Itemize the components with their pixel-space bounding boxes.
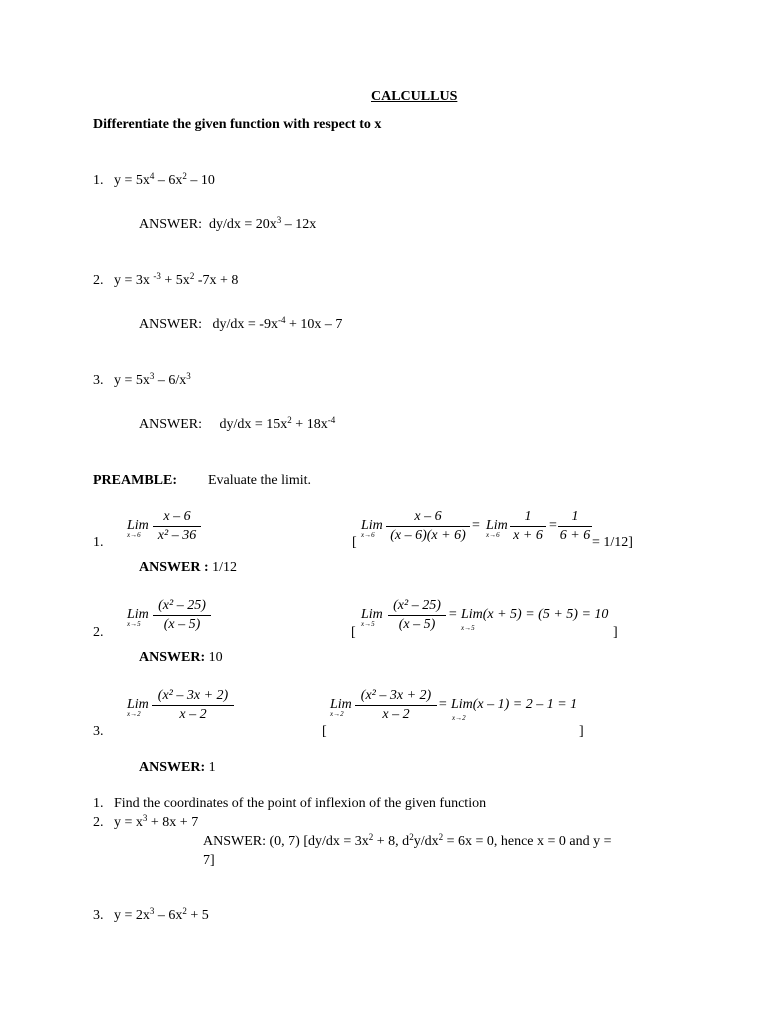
diff-question-2: 2. y = 3x $^{-3} + 5x^2$ -7x + 8 bbox=[93, 271, 239, 288]
limit-2-sol-fraction: (x² – 25) (x – 5) bbox=[388, 598, 446, 633]
diff-answer-2: ANSWER: $dy/dx = -9x^{-4} + 10x - 7$ bbox=[139, 315, 343, 332]
limit-1-sol-lim: Lim x→6 bbox=[361, 518, 383, 539]
limit-2-sol-sub: x→5 bbox=[461, 624, 475, 632]
limit-3-lim: Lim x→2 bbox=[127, 697, 149, 718]
limit-3-sol-lim: Lim x→2 bbox=[330, 697, 352, 718]
inflexion-item-2: 2. $y = x^3 + 8x + 7$ bbox=[93, 813, 199, 830]
inflexion-item-3: 3. $y = 2x^3 - 6x^2 + 5$ bbox=[93, 906, 209, 923]
inflexion-item-1: 1. Find the coordinates of the point of inflexion of the given function bbox=[93, 796, 487, 811]
limit-3-sol-sub: x→2 bbox=[452, 714, 466, 722]
limit-2-number: 2. bbox=[93, 625, 104, 640]
inflexion-answer-line-1: ANSWER: (0, 7) [$dy/dx = 3x^2 + 8$, $d^2y/dx^2 = 6x = 0$, hence x = 0 and y = bbox=[203, 832, 612, 849]
limit-1-open-bracket: [ bbox=[352, 535, 357, 550]
limit-1-number: 1. bbox=[93, 535, 104, 550]
limit-3-number: 3. bbox=[93, 724, 104, 739]
limit-1-lim: Lim x→6 bbox=[127, 518, 149, 539]
diff-question-3: 3. $y = 5x^3 - 6/x^3$ bbox=[93, 371, 191, 388]
limit-1-sol-fraction-2: 1 x + 6 bbox=[510, 509, 546, 544]
limit-3-sol-fraction: (x² – 3x + 2) x – 2 bbox=[355, 688, 437, 723]
diff-answer-3: ANSWER: $dy/dx = 15x^2 + 18x^{-4}$ bbox=[139, 415, 336, 432]
limit-1-result: = 1/12] bbox=[592, 535, 633, 550]
limit-2-fraction: (x² – 25) (x – 5) bbox=[153, 598, 211, 633]
limit-3-answer: ANSWER: 1 bbox=[139, 760, 216, 775]
limit-2-lim: Lim x→5 bbox=[127, 607, 149, 628]
limit-2-answer: ANSWER: 10 bbox=[139, 650, 223, 665]
limit-3-fraction: (x² – 3x + 2) x – 2 bbox=[152, 688, 234, 723]
preamble-label: PREAMBLE: bbox=[93, 473, 177, 488]
diff-answer-1: ANSWER: $dy/dx = 20x^3 - 12x$ bbox=[139, 215, 317, 232]
limit-1-answer: ANSWER : 1/12 bbox=[139, 560, 238, 575]
limit-3-sol-rest: = Lim(x – 1) = 2 – 1 = 1 bbox=[438, 697, 578, 712]
limit-1-sol-fraction-3: 1 6 + 6 bbox=[559, 509, 591, 543]
limit-2-open-bracket: [ bbox=[351, 625, 356, 640]
limit-2-close-bracket: ] bbox=[613, 625, 618, 640]
limit-3-open-bracket: [ bbox=[322, 724, 327, 739]
page-title: CALCULLUS bbox=[371, 89, 458, 104]
diff-question-1: 1. $y = 5x^4 - 6x^2 - 10$ bbox=[93, 171, 215, 188]
limit-3-close-bracket: ] bbox=[579, 724, 584, 739]
instruction: Differentiate the given function with respect to x bbox=[93, 117, 382, 132]
limit-1-equals-2: = bbox=[549, 518, 557, 533]
limit-2-sol-rest: = Lim(x + 5) = (5 + 5) = 10 bbox=[448, 607, 609, 622]
preamble-text: Evaluate the limit. bbox=[208, 473, 312, 488]
limit-2-sol-lim: Lim x→5 bbox=[361, 607, 383, 628]
limit-1-sol-fraction: x – 6 (x – 6)(x + 6) bbox=[386, 509, 470, 544]
limit-1-equals: = bbox=[472, 518, 480, 533]
inflexion-answer-line-2: 7] bbox=[203, 853, 215, 868]
limit-1-sol-lim-2: Lim x→6 bbox=[486, 518, 508, 539]
limit-1-fraction: x – 6 x² – 36 bbox=[153, 509, 201, 544]
